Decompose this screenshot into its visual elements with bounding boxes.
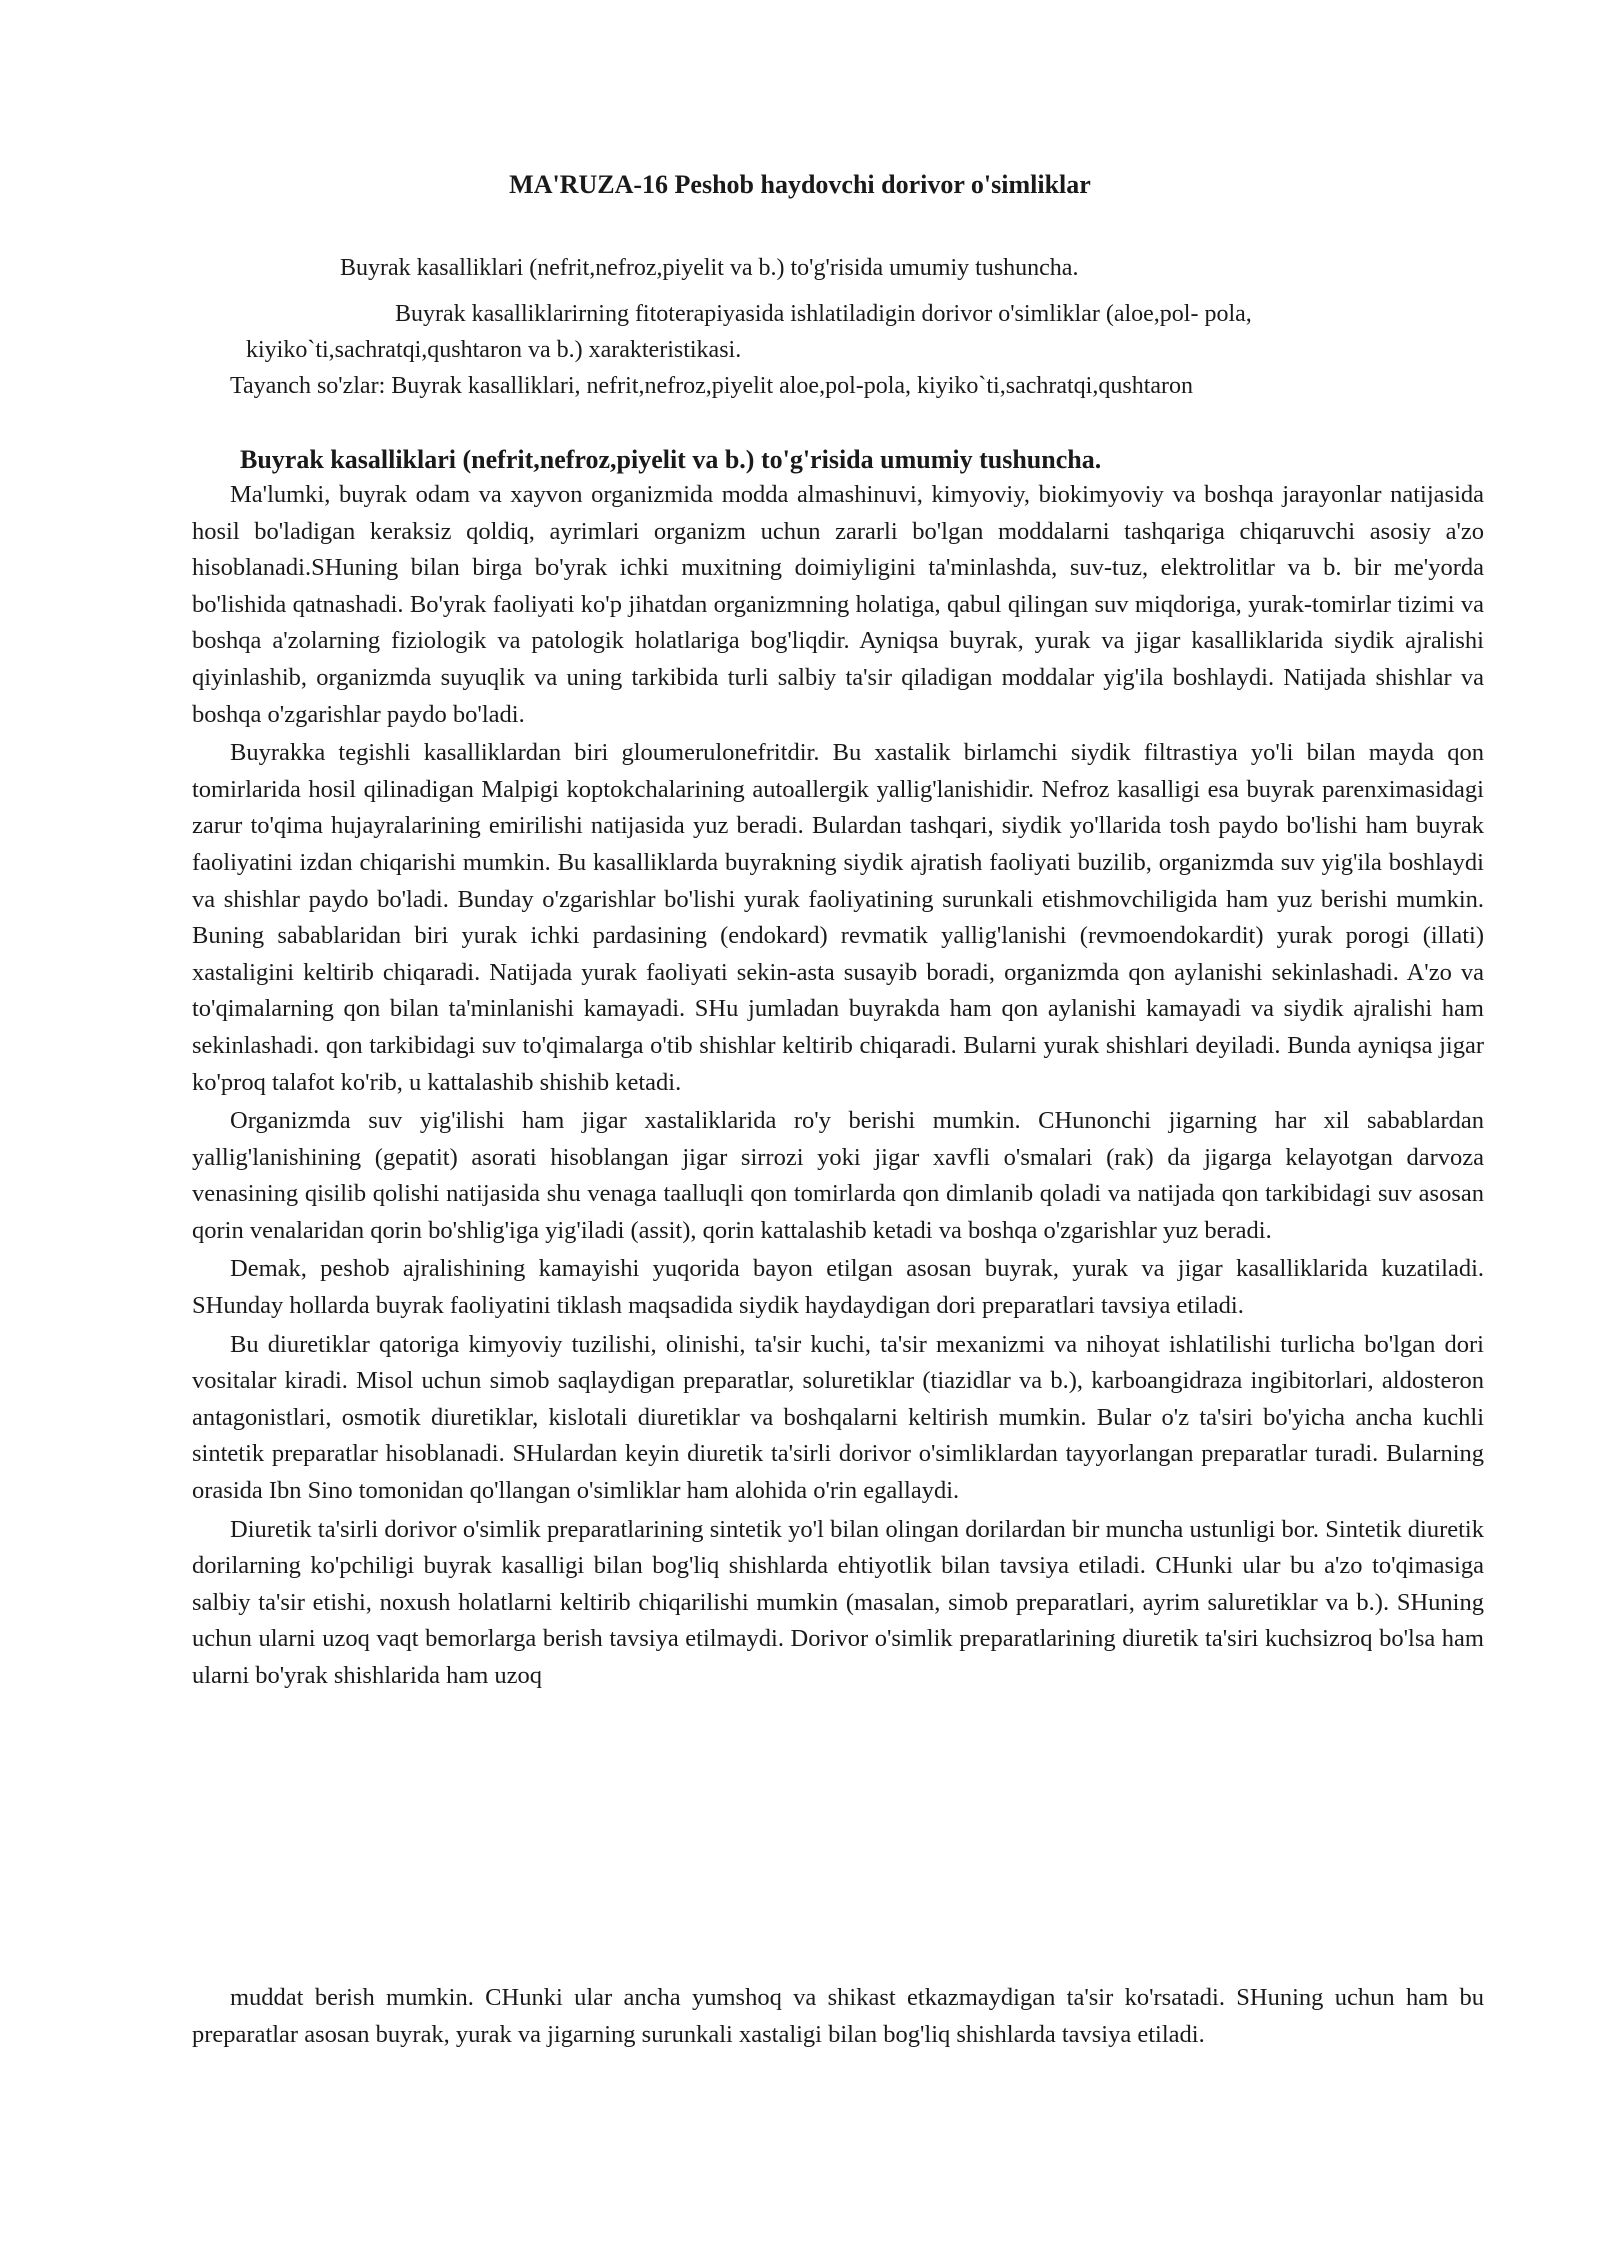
body-text <box>192 477 1484 1697</box>
section-heading: Buyrak kasalliklari (nefrit,nefroz,piyelit va b.) to'g'risida umumiy tushuncha. <box>240 445 1102 474</box>
paragraph: Bu diuretiklar qatoriga kimyoviy tuzilishi, olinishi, ta'sir kuchi, ta'sir mexanizmi va nihoyat ishlatilishi turlicha bo'lgan dori vositalar kiradi. Misol uchun simob saqlaydigan preparatlar, soluretiklar (tiazidlar va b.), karboangidraza ingibitorlari, aldosteron antagonistlari, osmotik diuretiklar, kislotali diuretiklar va boshqalarni keltirish mumkin. Bular o'z ta'siri bo'yicha ancha kuchli sintetik preparatlar hisoblanadi. SHulardan keyin diuretik ta'sirli dorivor o'simliklardan tayyorlangan preparatlar turadi. Bularning orasida Ibn Sino tomonidan qo'llangan o'simliklar ham alohida o'rin egallaydi. <box>192 1330 1484 1505</box>
paragraph: Demak, peshob ajralishining kamayishi yuqorida bayon etilgan asosan buyrak, yurak va jigar kasalliklarida kuzatiladi. SHunday hollarda buyrak faoliyatini tiklash maqsadida siydik haydaydigan dori preparatlari tavsiya etiladi. <box>192 1255 1484 1320</box>
paragraph: Organizmda suv yig'ilishi ham jigar xastaliklarida ro'y berishi mumkin. CHunonchi jigarning har xil sabablardan yallig'lanishining (gepatit) asorati hisoblangan jigar sirrozi yoki jigar xavfli o'smalari (rak) da jigarga kelayotgan darvoza venasining qisilib qolishi natijasida shu venaga taalluqli qon tomirlarda qon dimlanib qoladi va natijada qon tarkibidagi suv asosan qorin venalaridan qorin bo'shlig'iga yig'iladi (assit), qorin kattalashib ketadi va boshqa o'zgarishlar yuz beradi. <box>192 1107 1484 1244</box>
keywords-line: Tayanch so'zlar: Buyrak kasalliklari, nefrit,nefroz,piyelit aloe,pol-pola, kiyiko`ti,sachratqi,qushtaron <box>230 373 1193 399</box>
intro-line-2: Buyrak kasalliklarirning fitoterapiyasida ishlatiladigin dorivor o'simliklar (aloe,pol- pola, <box>395 301 1252 327</box>
paragraph: Diuretik ta'sirli dorivor o'simlik preparatlarining sintetik yo'l bilan olingan dorilardan bir muncha ustunligi bor. Sintetik diuretik dorilarning ko'pchiligi buyrak kasalligi bilan bog'liq shishlarda ehtiyotlik bilan tavsiya etiladi. CHunki ular bu a'zo to'qimasiga salbiy ta'sir etishi, noxush holatlarni keltirib chiqarilishi mumkin (masalan, simob preparatlari, ayrim saluretiklar va b.). SHuning uchun ularni uzoq vaqt bemorlarga berish tavsiya etilmaydi. Dorivor o'simlik preparatlarining diuretik ta'siri kuchsizroq bo'lsa ham ularni bo'yrak shishlarida ham uzoq <box>192 1515 1484 1689</box>
intro-line-3: kiyiko`ti,sachratqi,qushtaron va b.) xarakteristikasi. <box>246 337 742 363</box>
paragraph: Buyrakka tegishli kasalliklardan biri gloumerulonefritdir. Bu xastalik birlamchi siydik filtrastiya yo'li bilan mayda qon tomirlarida hosil qilinadigan Malpigi koptokchalarining autoallergik yallig'lanishidir. Nefroz kasalligi esa buyrak parenximasidagi zarur to'qima hujayralarining emirilishi natijasida yuz beradi. Bulardan tashqari, siydik yo'llarida tosh paydo bo'lishi ham buyrak faoliyatini izdan chiqarishi mumkin. Bu kasalliklarda buyrakning siydik ajratish faoliyati buzilib, organizmda suv yig'ila boshlaydi va shishlar paydo bo'ladi. Bunday o'zgarishlar bo'lishi yurak faoliyatining surunkali etishmovchiligida ham yuz berishi mumkin. Buning sabablaridan biri yurak ichki pardasining (endokard) revmatik yallig'lanishi (revmoendokardit) yurak porogi (illati) xastaligini keltirib chiqaradi. Natijada yurak faoliyati sekin-asta susayib boradi, organizmda qon aylanishi sekinlashadi. A'zo va to'qimalarning qon bilan ta'minlanishi kamayadi. SHu jumladan buyrakda ham qon aylanishi kamayadi va siydik ajralishi ham sekinlashadi. qon tarkibidagi suv to'qimalarga o'tib shishlar keltirib chiqaradi. Bularni yurak shishlari deyiladi. Bunda ayniqsa jigar ko'proq talafot ko'rib, u kattalashib shishib ketadi. <box>192 739 1484 1096</box>
intro-line-1: Buyrak kasalliklari (nefrit,nefroz,piyelit va b.) to'g'risida umumiy tushuncha. <box>340 255 1079 281</box>
paragraph: Ma'lumki, buyrak odam va xayvon organizmida modda almashinuvi, kimyoviy, biokimyoviy va boshqa jarayonlar natijasida hosil bo'ladigan keraksiz qoldiq, ayrimlari organizm uchun zararli bo'lgan moddalarni tashqariga chiqaruvchi asosiy a'zo hisoblanadi.SHuning bilan birga bo'yrak ichki muxitning doimiyligini ta'minlashda, suv-tuz, elektrolitlar va b. bir me'yorda bo'lishida qatnashadi. Bo'yrak faoliyati ko'p jihatdan organizmning holatiga, qabul qilingan suv miqdoriga, yurak-tomirlar tizimi va boshqa a'zolarning fiziologik va patologik holatlariga bog'liqdir. Ayniqsa buyrak, yurak va jigar kasalliklarida siydik ajralishi qiyinlashib, organizmda suyuqlik va uning tarkibida turli salbiy ta'sir qiladigan moddalar yig'ila boshlaydi. Natijada shishlar va boshqa o'zgarishlar paydo bo'ladi. <box>192 481 1484 728</box>
page-title: MA'RUZA-16 Peshob haydovchi dorivor o'simliklar <box>509 170 1091 199</box>
continuation-paragraph: muddat berish mumkin. CHunki ular ancha yumshoq va shikast etkazmaydigan ta'sir ko'rsatadi. SHuning uchun ham bu preparatlar asosan buyrak, yurak va jigarning surunkali xastaligi bilan bog'liq shishlarda tavsiya etiladi. <box>192 1984 1484 2048</box>
